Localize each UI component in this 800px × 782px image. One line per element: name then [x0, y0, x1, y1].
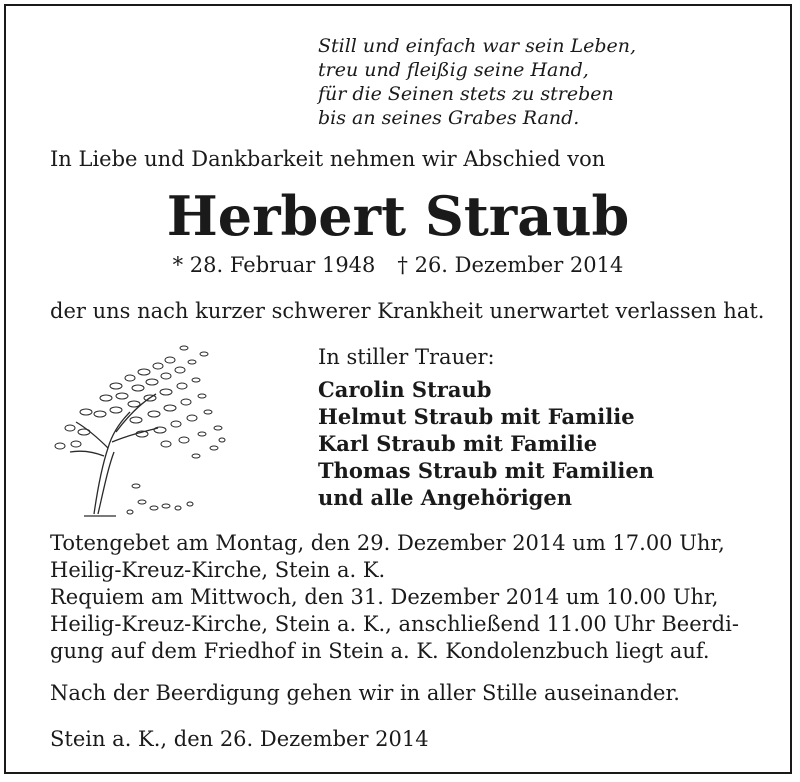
mourning-label: In stiller Trauer: [318, 345, 495, 369]
poem-line: bis an seines Grabes Rand. [318, 107, 580, 129]
closing-text: Nach der Beerdigung gehen wir in aller Stille auseinander. [50, 681, 680, 705]
announcement-sentence: der uns nach kurzer schwerer Krankheit unerwartet verlassen hat. [50, 299, 765, 323]
poem [318, 34, 636, 130]
service-line: gung auf dem Friedhof in Stein a. K. Kondolenzbuch liegt auf. [50, 639, 710, 663]
poem-line: Still und einfach war sein Leben, [318, 35, 637, 57]
service-details [50, 530, 739, 665]
mourner: Helmut Straub mit Familie [318, 404, 635, 429]
mourner: und alle Angehörigen [318, 485, 572, 510]
mourner: Carolin Straub [318, 377, 492, 402]
service-line: Heilig-Kreuz-Kirche, Stein a. K., anschließend 11.00 Uhr Beerdi- [50, 612, 739, 636]
tree-illustration [46, 336, 236, 526]
death-date: † 26. Dezember 2014 [397, 253, 624, 277]
birth-date: * 28. Februar 1948 [172, 253, 376, 277]
place-date: Stein a. K., den 26. Dezember 2014 [50, 727, 429, 751]
mourner: Karl Straub mit Familie [318, 431, 598, 456]
obituary-card [4, 4, 792, 774]
service-line: Totengebet am Montag, den 29. Dezember 2014 um 17.00 Uhr, [50, 531, 725, 555]
mourners-list [318, 376, 654, 511]
intro-text: In Liebe und Dankbarkeit nehmen wir Abschied von [50, 147, 606, 171]
deceased-name: Herbert Straub [166, 184, 630, 248]
life-dates [6, 252, 790, 279]
service-line: Heilig-Kreuz-Kirche, Stein a. K. [50, 558, 386, 582]
service-line: Requiem am Mittwoch, den 31. Dezember 2014 um 10.00 Uhr, [50, 585, 719, 609]
poem-line: treu und fleißig seine Hand, [318, 59, 589, 81]
mourner: Thomas Straub mit Familien [318, 458, 655, 483]
poem-line: für die Seinen stets zu streben [318, 83, 614, 105]
